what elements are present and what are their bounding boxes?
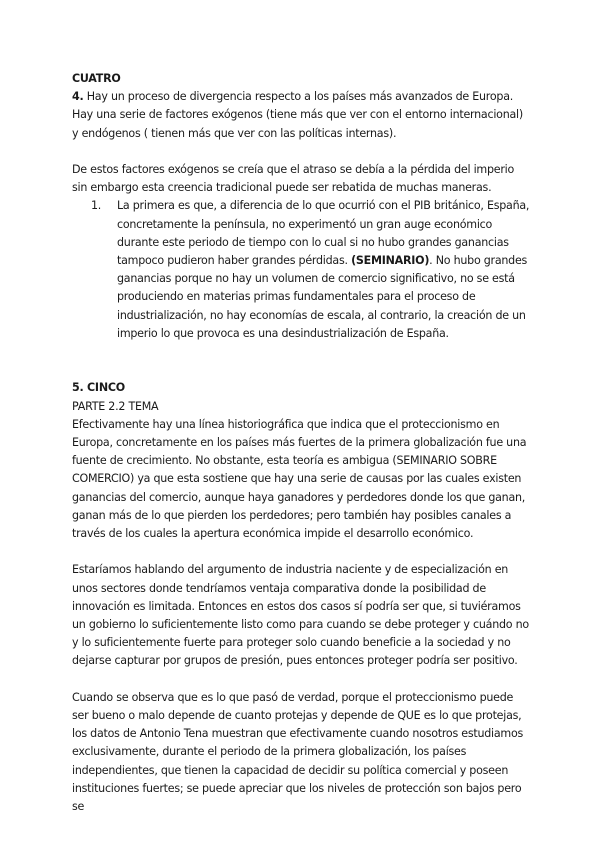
list-item-text-after: . No hubo grandes ganancias porque no hay un volumen de comercio significativo, no se está produciendo en materias primas fundamentales para el proceso de industrialización, no hay economías de escala, al contrario, la creación de un imperio lo que provoca es una desindustrialización de España. [117, 254, 528, 340]
list-item-bold-text: (SEMINARIO) [351, 254, 430, 268]
section-5-subheading: PARTE 2.2 TEMA [72, 399, 159, 413]
spacer [72, 671, 530, 689]
section-4-paragraph-1: Hay una serie de factores exógenos (tiene más que ver con el entorno internacional) y endógenos ( tienen más que ver con las políticas internas). [72, 108, 523, 140]
section-4-heading: CUATRO [72, 72, 121, 85]
section-4-paragraph-2: De estos factores exógenos se creía que el atraso se debía a la pérdida del imperio sin embargo esta creencia tradicional puede ser rebatida de muchas maneras. [72, 163, 515, 195]
section-5-heading: 5. CINCO [72, 381, 125, 395]
list-item-body [117, 197, 530, 343]
list-item-marker: 1. [91, 199, 102, 213]
spacer [72, 543, 530, 561]
section-5-paragraph-1: Efectivamente hay una línea historiográfica que indica que el proteccionismo en Europa, concretamente en los países más fuertes de la primera globalización fue una fuente de crecimiento. No obstante, esta teoría es ambigua (SEMINARIO SOBRE COMERCIO) ya que esta sostiene que hay una serie de causas por las cuales existen ganancias del comercio, aunque haya ganadores y perdedores donde los que ganan, ganan más de lo que pierden los perdedores; pero también hay posibles canales a través de los cuales la apertura económica impide el desarrollo económico. [72, 417, 527, 541]
section-5-paragraph-3: Cuando se observa que es lo que pasó de verdad, porque el proteccionismo puede ser bueno o malo depende de cuanto protejas y depende de QUE es lo que protejas, los datos de Antonio Tena muestran que efectivamente cuando nosotros estudiamos exclusivamente, durante el periodo de la primera globalización, los países independientes, que tienen la capacidad de decidir su política comercial y poseen instituciones fuertes; se puede apreciar que los niveles de protección son bajos pero se [72, 690, 524, 814]
spacer [72, 361, 530, 379]
spacer [72, 343, 530, 361]
section-4-list [72, 197, 530, 343]
spacer [72, 143, 530, 161]
section-4-number: 4. [72, 90, 84, 104]
list-item [72, 197, 530, 343]
section-4-intro-text: Hay un proceso de divergencia respecto a los países más avanzados de Europa. [83, 90, 514, 104]
section-4-intro [72, 88, 530, 106]
list-item-text-before: La primera es que, a diferencia de lo que ocurrió con el PIB británico, España, concretamente la península, no experimentó un gran auge económico durante este periodo de tiempo con lo cual si no hubo grandes ganancias tampoco pudieron haber grandes pérdidas. [117, 199, 530, 268]
section-5-paragraph-2: Estaríamos hablando del argumento de industria naciente y de especialización en unos sectores donde tendríamos ventaja comparativa donde la posibilidad de innovación es limitada. Entonces en estos dos casos sí podría ser que, si tuviéramos un gobierno lo suficientemente listo como para cuando se debe proteger y cuándo no y lo suficientemente fuerte para proteger solo cuando beneficie a la sociedad y no dejarse capturar por grupos de presión, pues entonces proteger podría ser positivo. [72, 563, 529, 668]
